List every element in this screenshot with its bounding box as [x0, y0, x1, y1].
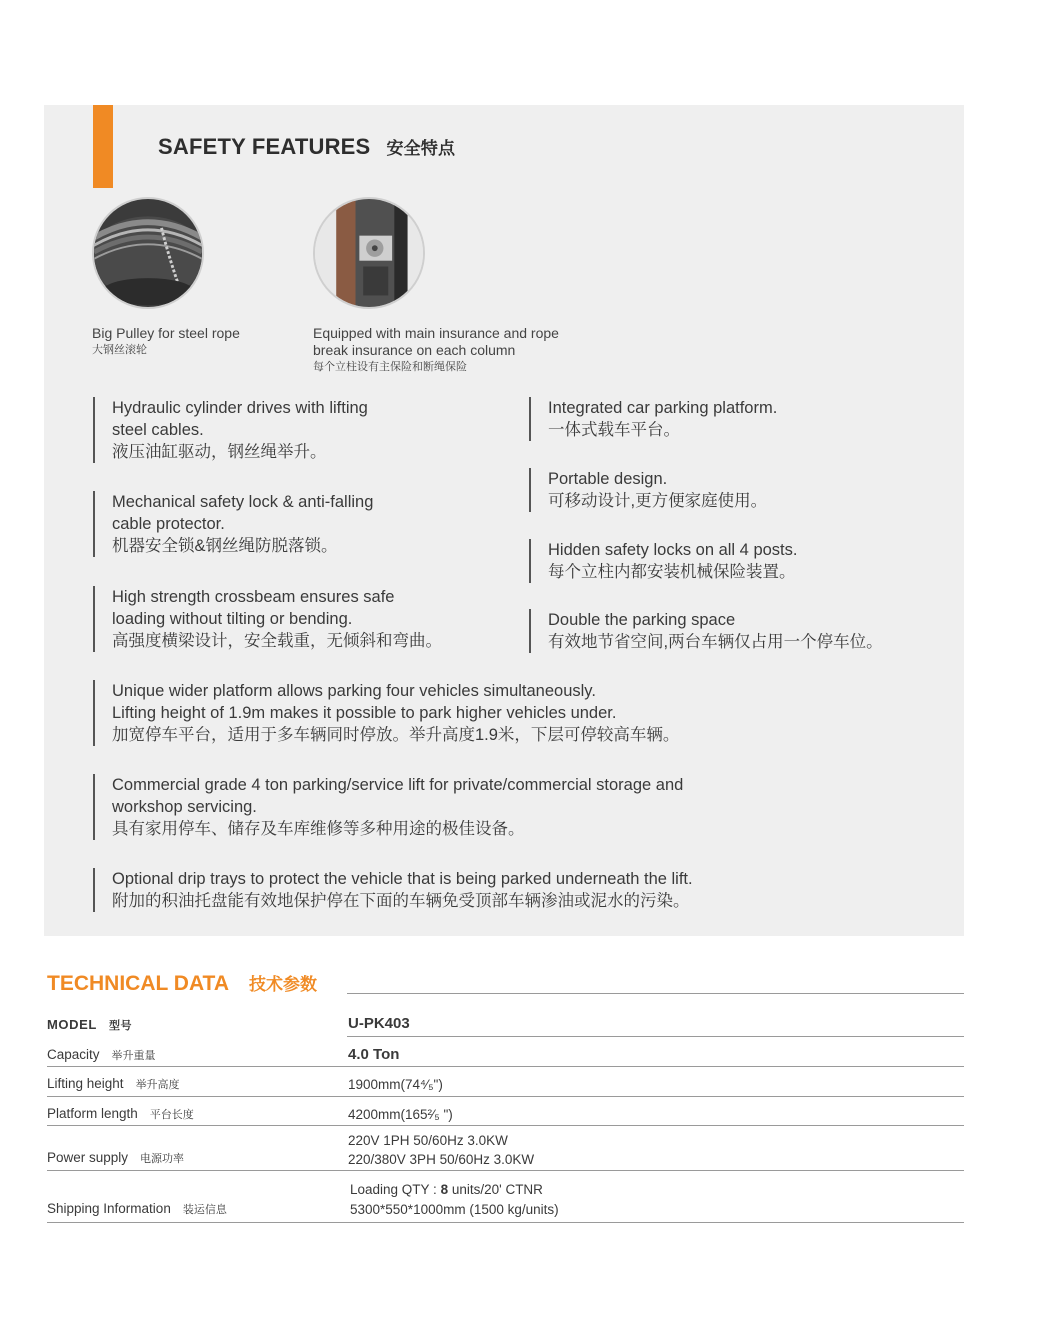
technical-title-cn: 技术参数 — [249, 975, 317, 994]
feature-line: Lifting height of 1.9m makes it possible to park higher vehicles under. — [112, 704, 617, 722]
feature-line: Integrated car parking platform. — [548, 399, 778, 417]
feature-line: Mechanical safety lock & anti-falling — [112, 493, 374, 511]
feature-line: Unique wider platform allows parking four vehicles simultaneously. — [112, 682, 596, 700]
technical-title-en: TECHNICAL DATA — [47, 972, 229, 995]
feature-cn: 每个立柱内都安装机械保险装置。 — [548, 563, 796, 581]
feature-drip-trays — [93, 868, 693, 912]
spec-label-en: Power supply — [47, 1150, 129, 1165]
technical-data-heading — [47, 970, 317, 996]
spec-value-platform-length: 4200mm(165²⁄₅ ") — [348, 1107, 453, 1122]
feature-safety-lock — [93, 491, 373, 557]
feature-cn: 具有家用停车、储存及车库维修等多种用途的极佳设备。 — [112, 820, 525, 838]
spec-row-divider — [347, 1036, 964, 1037]
feature-crossbeam — [93, 586, 442, 652]
spec-label-cn: 装运信息 — [182, 1204, 227, 1216]
spec-row-divider — [47, 1096, 964, 1097]
spec-value-line — [350, 1181, 559, 1198]
loading-qty-prefix: Loading QTY : — [350, 1182, 441, 1197]
feature-hidden-locks — [529, 539, 797, 583]
spec-label-platform-length — [47, 1106, 194, 1122]
steel-pulley-photo-icon — [92, 197, 204, 309]
pulley-caption-cn: 大钢丝滚轮 — [92, 344, 147, 356]
spec-label-en: Shipping Information — [47, 1201, 171, 1216]
feature-cn: 液压油缸驱动，钢丝绳举升。 — [112, 443, 327, 461]
spec-label-cn: 电源功率 — [140, 1153, 185, 1165]
feature-cn: 附加的积油托盘能有效地保护停在下面的车辆免受顶部车辆渗油或泥水的污染。 — [112, 892, 690, 910]
pulley-caption-en: Big Pulley for steel rope — [92, 325, 240, 341]
insurance-caption-line1: Equipped with main insurance and rope — [313, 325, 559, 341]
feature-line: Hidden safety locks on all 4 posts. — [548, 541, 798, 559]
feature-line: cable protector. — [112, 515, 225, 533]
spec-row-divider — [47, 1222, 964, 1223]
spec-label-en: MODEL — [47, 1017, 97, 1032]
feature-cn: 有效地节省空间,两台车辆仅占用一个停车位。 — [548, 633, 883, 651]
spec-label-lifting-height — [47, 1076, 180, 1092]
spec-label-en: Platform length — [47, 1106, 138, 1121]
spec-label-cn: 举升高度 — [135, 1079, 180, 1091]
feature-line: Double the parking space — [548, 611, 736, 629]
feature-portable — [529, 468, 767, 512]
insurance-caption — [313, 325, 559, 376]
spec-label-cn: 型号 — [108, 1020, 133, 1032]
feature-line: Commercial grade 4 ton parking/service lift for private/commercial storage and — [112, 776, 684, 794]
spec-label-en: Lifting height — [47, 1076, 124, 1091]
feature-line: steel cables. — [112, 421, 204, 439]
safety-title-en: SAFETY FEATURES — [158, 134, 371, 159]
feature-hydraulic — [93, 397, 368, 463]
feature-line: Portable design. — [548, 470, 668, 488]
loading-qty-number: 8 — [440, 1182, 449, 1197]
spec-label-shipping — [47, 1201, 227, 1217]
feature-integrated-platform — [529, 397, 777, 441]
spec-value-capacity: 4.0 Ton — [348, 1046, 400, 1063]
safety-features-heading — [158, 134, 455, 160]
spec-value-power-supply — [348, 1132, 534, 1168]
spec-value-shipping — [350, 1181, 559, 1218]
spec-label-cn: 举升重量 — [111, 1050, 156, 1062]
spec-row-divider — [47, 1170, 964, 1171]
spec-value-line: 5300*550*1000mm (1500 kg/units) — [350, 1202, 559, 1217]
section-accent-bar — [93, 105, 113, 188]
insurance-caption-line2: break insurance on each column — [313, 342, 516, 358]
feature-line: workshop servicing. — [112, 798, 257, 816]
spec-label-power-supply — [47, 1150, 184, 1166]
spec-label-capacity — [47, 1047, 156, 1063]
feature-cn: 一体式载车平台。 — [548, 421, 680, 439]
column-insurance-photo-icon — [313, 197, 425, 309]
feature-line: loading without tilting or bending. — [112, 610, 353, 628]
spec-value-model: U-PK403 — [348, 1015, 410, 1032]
feature-line: Optional drip trays to protect the vehicle that is being parked underneath the lift. — [112, 870, 693, 888]
spec-row-divider — [47, 1125, 964, 1126]
spec-value-lifting-height: 1900mm(74⁴⁄₅") — [348, 1077, 443, 1092]
feature-double-space — [529, 609, 883, 653]
spec-label-en: Capacity — [47, 1047, 100, 1062]
insurance-caption-cn: 每个立柱设有主保险和断绳保险 — [313, 361, 467, 373]
feature-line: Hydraulic cylinder drives with lifting — [112, 399, 368, 417]
spec-row-divider — [47, 1066, 964, 1067]
feature-wider-platform — [93, 680, 679, 746]
spec-value-line: 220V 1PH 50/60Hz 3.0KW — [348, 1133, 508, 1148]
spec-label-cn: 平台长度 — [149, 1109, 194, 1121]
feature-cn: 机器安全锁&钢丝绳防脱落锁。 — [112, 537, 338, 555]
feature-line: High strength crossbeam ensures safe — [112, 588, 395, 606]
spec-value-line: 220/380V 3PH 50/60Hz 3.0KW — [348, 1152, 535, 1167]
feature-cn: 可移动设计,更方便家庭使用。 — [548, 492, 768, 510]
pulley-caption — [92, 325, 240, 359]
feature-cn: 加宽停车平台，适用于多车辆同时停放。举升高度1.9米，下层可停较高车辆。 — [112, 726, 680, 744]
technical-top-rule — [347, 993, 964, 994]
loading-qty-suffix: units/20' CTNR — [448, 1182, 543, 1197]
feature-commercial-grade — [93, 774, 683, 840]
spec-label-model — [47, 1017, 132, 1033]
feature-cn: 高强度横梁设计，安全载重，无倾斜和弯曲。 — [112, 632, 442, 650]
safety-title-cn: 安全特点 — [386, 139, 456, 158]
